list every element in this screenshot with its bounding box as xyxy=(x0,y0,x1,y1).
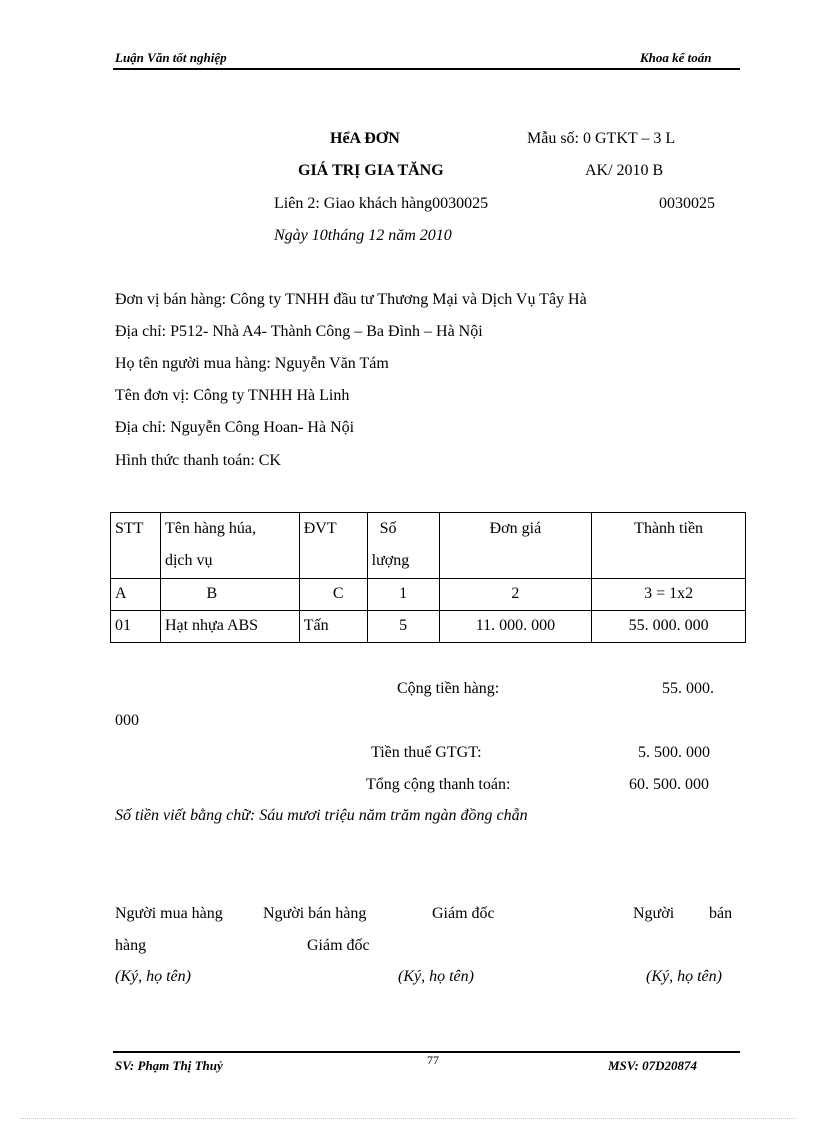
table-code-row xyxy=(111,579,746,611)
seller-name: Đơn vị bán hàng: Công ty TNHH đầu tư Thương Mại và Dịch Vụ Tây Hà xyxy=(115,291,587,308)
page-number: 77 xyxy=(427,1053,439,1067)
sign-buyer: Người mua hàng xyxy=(115,905,223,922)
invoice-date: Ngày 10tháng 12 năm 2010 xyxy=(274,227,452,244)
table-cell: 01 xyxy=(111,611,161,643)
seller-address: Địa chỉ: P512- Nhà A4- Thành Công – Ba Đình – Hà Nội xyxy=(115,323,483,340)
page-bottom-dotted-line xyxy=(20,1118,796,1119)
vat-label: Tiền thuế GTGT: xyxy=(371,744,482,761)
col-header-name-line2: dịch vụ xyxy=(164,552,213,569)
form-number: Mẫu số: 0 GTKT – 3 L xyxy=(527,130,676,147)
table-cell: 55. 000. 000 xyxy=(592,611,746,643)
vat-value: 5. 500. 000 xyxy=(638,744,710,761)
buyer-unit: Tên đơn vị: Công ty TNHH Hà Linh xyxy=(115,387,350,404)
col-header-qty-line2: lượng xyxy=(371,552,410,569)
goods-total-value-wrap: 000 xyxy=(115,712,139,729)
sign-director: Giám đốc xyxy=(432,905,495,922)
col-header-unit xyxy=(299,513,367,579)
goods-total-value: 55. 000. xyxy=(662,680,714,697)
col-header-amount xyxy=(592,513,746,579)
header-department: Khoa kế toán xyxy=(640,50,712,65)
amount-in-words: Số tiền viết bằng chữ: Sáu mươi triệu năm trăm ngàn đồng chẵn xyxy=(115,807,528,824)
invoice-number: 0030025 xyxy=(659,195,715,212)
table-cell: 3 = 1x2 xyxy=(592,579,746,611)
sign-extra-director: Giám đốc xyxy=(307,937,370,954)
grand-total-label: Tổng cộng thanh toán: xyxy=(366,776,511,793)
col-header-stt xyxy=(111,513,161,579)
col-header-amount-text: Thành tiền xyxy=(634,520,704,537)
header-rule xyxy=(113,68,740,70)
buyer-address: Địa chỉ: Nguyễn Công Hoan- Hà Nội xyxy=(115,419,355,436)
table-cell: C xyxy=(299,579,367,611)
sign-extra-ban: bán xyxy=(709,905,733,922)
payment-method: Hình thức thanh toán: CK xyxy=(115,452,281,469)
col-header-price-text: Đơn giá xyxy=(489,520,542,537)
sign-seller: Người bán hàng xyxy=(263,905,367,922)
col-header-qty-line1: Số xyxy=(379,520,397,537)
table-cell: Tấn xyxy=(299,611,367,643)
col-header-qty xyxy=(367,513,439,579)
table-cell: 1 xyxy=(367,579,439,611)
grand-total-value: 60. 500. 000 xyxy=(629,776,709,793)
col-header-name-line1: Tên hàng húa, xyxy=(164,520,257,537)
invoice-title-line2: GIÁ TRỊ GIA TĂNG xyxy=(298,162,444,179)
sign-note-seller: (Ký, họ tên) xyxy=(398,968,474,985)
sign-note-director: (Ký, họ tên) xyxy=(646,968,722,985)
sign-note-buyer: (Ký, họ tên) xyxy=(115,968,191,985)
table-cell: 2 xyxy=(439,579,592,611)
invoice-series: AK/ 2010 B xyxy=(585,162,664,179)
table-cell: Hạt nhựa ABS xyxy=(160,611,299,643)
col-header-price xyxy=(439,513,592,579)
table-cell: B xyxy=(160,579,299,611)
col-header-name xyxy=(160,513,299,579)
table-cell: 11. 000. 000 xyxy=(439,611,592,643)
table-header-row xyxy=(111,513,746,579)
table-cell: 5 xyxy=(367,611,439,643)
col-header-stt-text: STT xyxy=(115,520,144,537)
sign-extra-hang: hàng xyxy=(115,937,147,954)
footer-student-id: MSV: 07D20874 xyxy=(608,1058,697,1073)
table-cell: A xyxy=(111,579,161,611)
footer-student: SV: Phạm Thị Thuỷ xyxy=(115,1058,223,1073)
invoice-table xyxy=(110,512,746,643)
header-thesis-title: Luận Văn tốt nghiệp xyxy=(115,50,227,65)
col-header-unit-text: ĐVT xyxy=(303,520,337,537)
sign-extra-nguoi: Người xyxy=(633,905,675,922)
invoice-copy: Liên 2: Giao khách hàng0030025 xyxy=(274,195,489,212)
goods-total-label: Cộng tiền hàng: xyxy=(397,680,500,697)
invoice-title-line1: HểA ĐƠN xyxy=(330,130,400,147)
buyer-name: Họ tên người mua hàng: Nguyễn Văn Tám xyxy=(115,355,389,372)
table-row xyxy=(111,611,746,643)
